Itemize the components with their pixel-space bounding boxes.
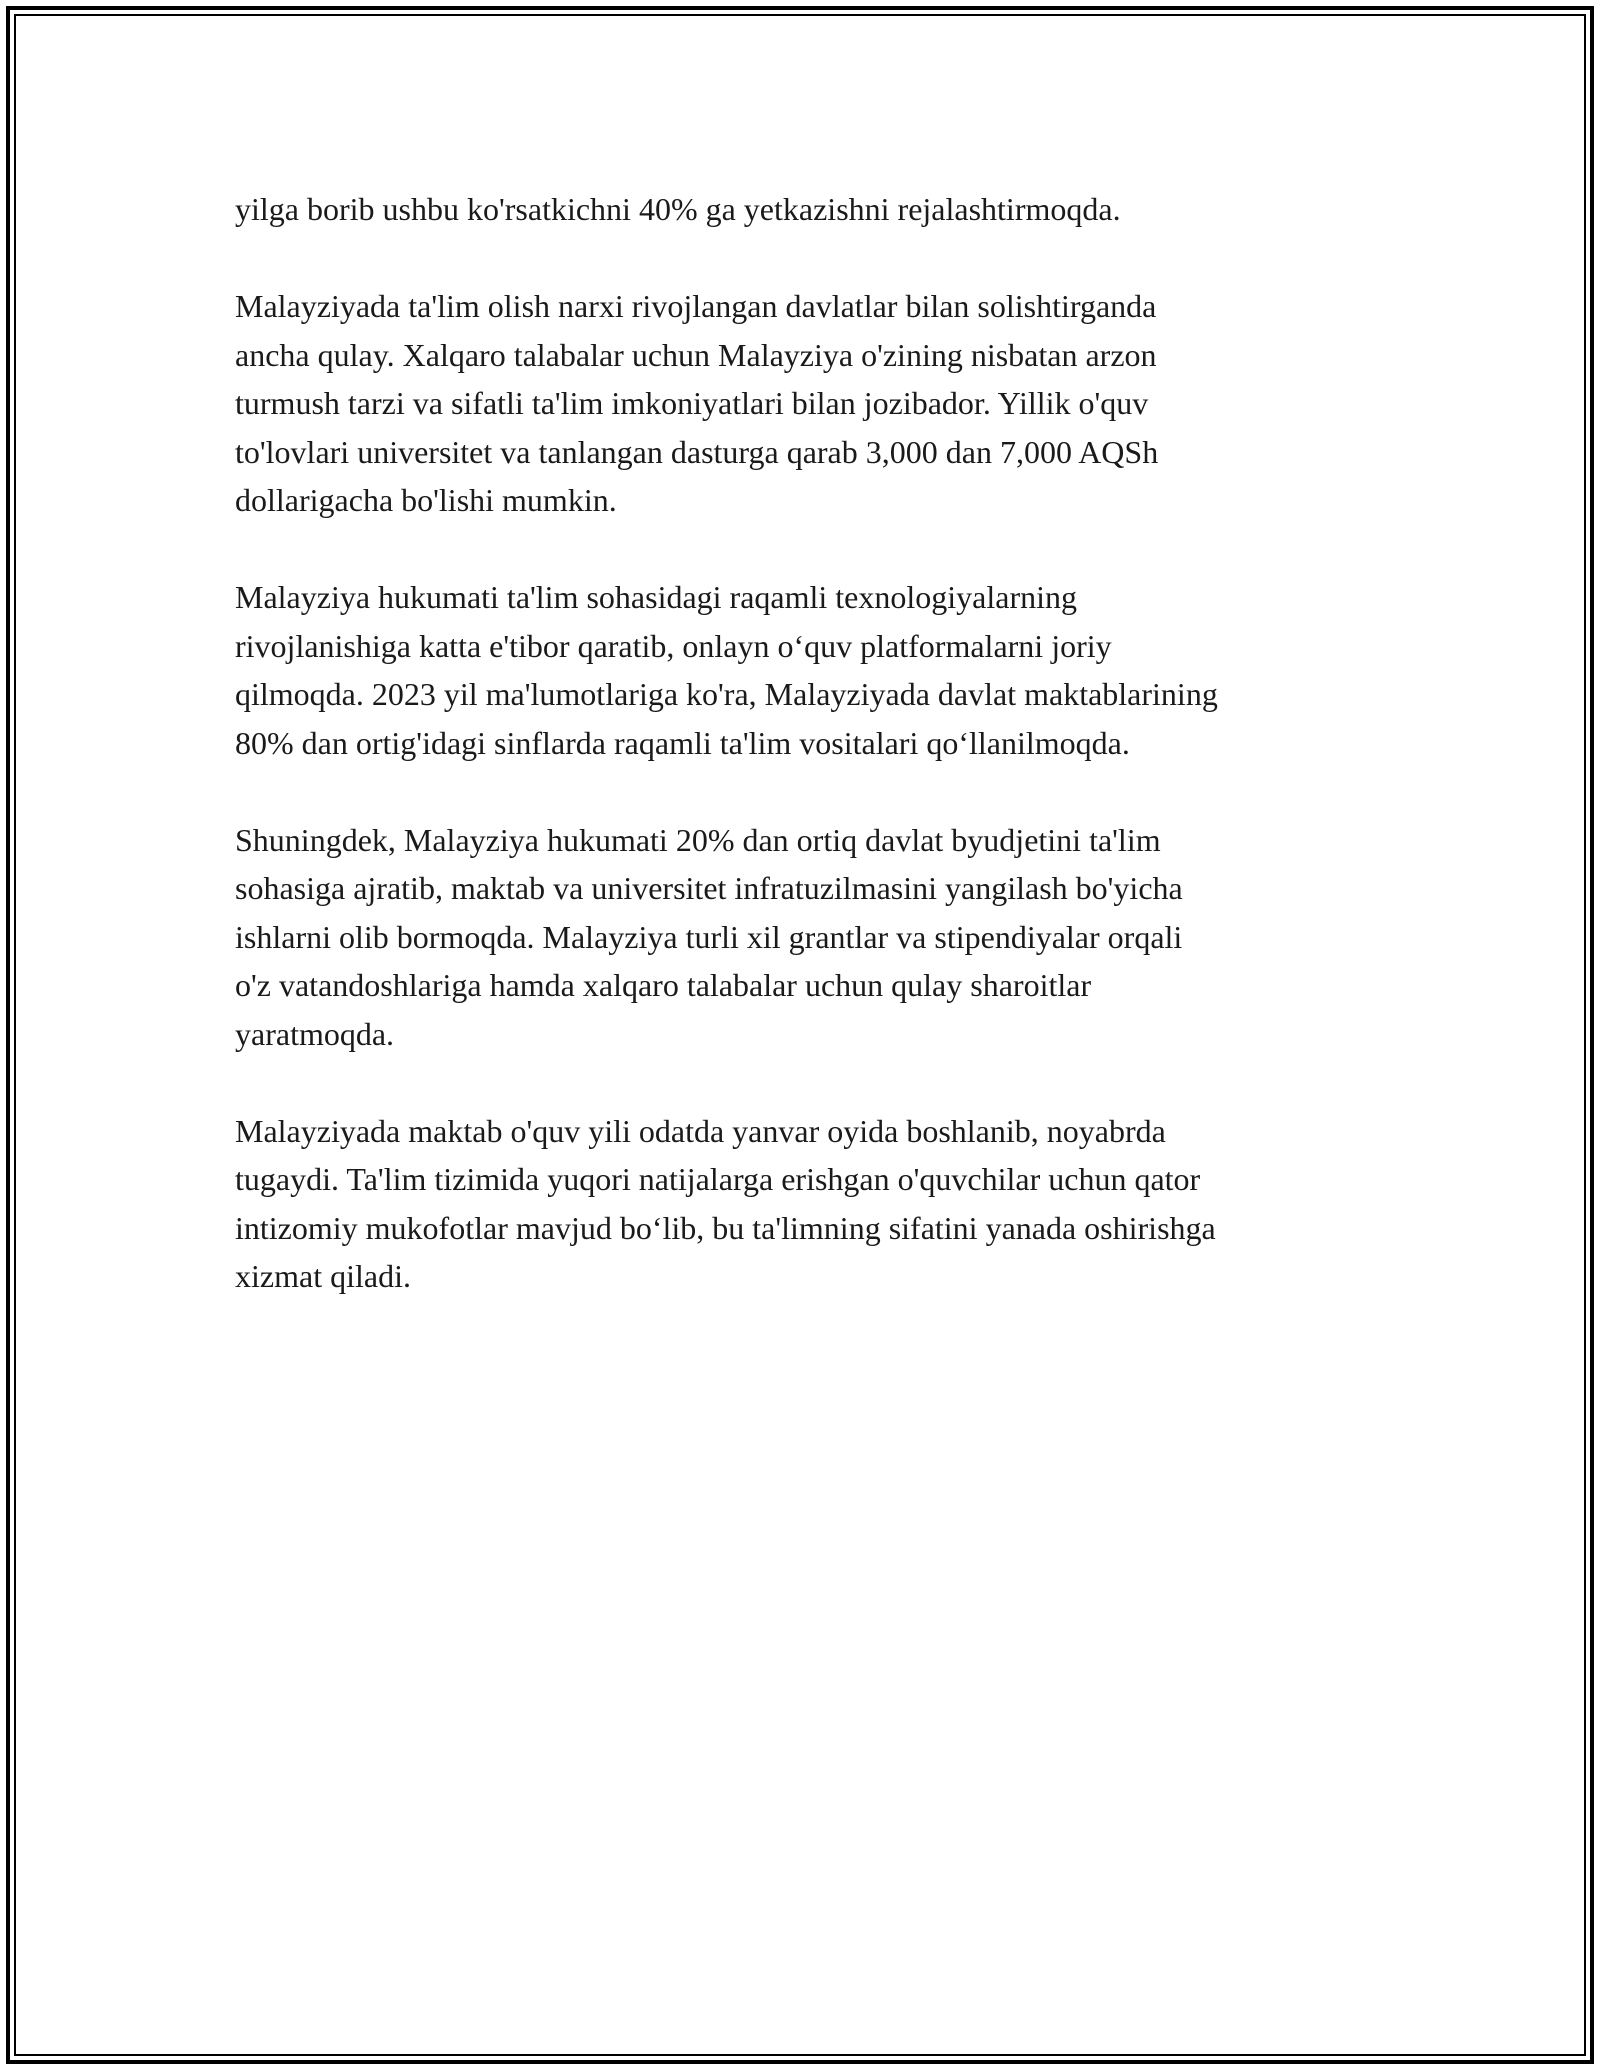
document-body — [235, 185, 1375, 1349]
paragraph-1: yilga borib ushbu ko'rsatkichni 40% ga yetkazishni rejalashtirmoqda. — [235, 191, 1121, 227]
paragraph-2: Malayziyada ta'lim olish narxi rivojlangan davlatlar bilan solishtirganda ancha qulay. Xalqaro talabalar uchun Malayziya o'zining nisbatan arzon turmush tarzi va sifatli ta'lim imkoniyatlari bilan jozibador. Yillik o'quv to'lovlari universitet va tanlangan dasturga qarab 3,000 dan 7,000 AQSh dollarigacha bo'lishi mumkin. — [235, 288, 1159, 518]
paragraph-5: Malayziyada maktab o'quv yili odatda yanvar oyida boshlanib, noyabrda tugaydi. Ta'lim tizimida yuqori natijalarga erishgan o'quvchilar uchun qator intizomiy mukofotlar mavjud bo‘lib, bu ta'limning sifatini yanada oshirishga xizmat qiladi. — [235, 1112, 1216, 1294]
paragraph-4: Shuningdek, Malayziya hukumati 20% dan ortiq davlat byudjetini ta'lim sohasiga ajratib, maktab va universitet infratuzilmasini yangilash bo'yicha ishlarni olib bormoqda. Malayziya turli xil grantlar va stipendiyalar orqali o'z vatandoshlariga hamda xalqaro talabalar uchun qulay sharoitlar yaratmoqda. — [235, 821, 1183, 1052]
paragraph-3: Malayziya hukumati ta'lim sohasidagi raqamli texnologiyalarning rivojlanishiga katta e'tibor qaratib, onlayn o‘quv platformalarni joriy qilmoqda. 2023 yil ma'lumotlariga ko'ra, Malayziyada davlat maktablarining 80% dan ortig'idagi sinflarda raqamli ta'lim vositalari qo‘llanilmoqda. — [235, 579, 1218, 761]
